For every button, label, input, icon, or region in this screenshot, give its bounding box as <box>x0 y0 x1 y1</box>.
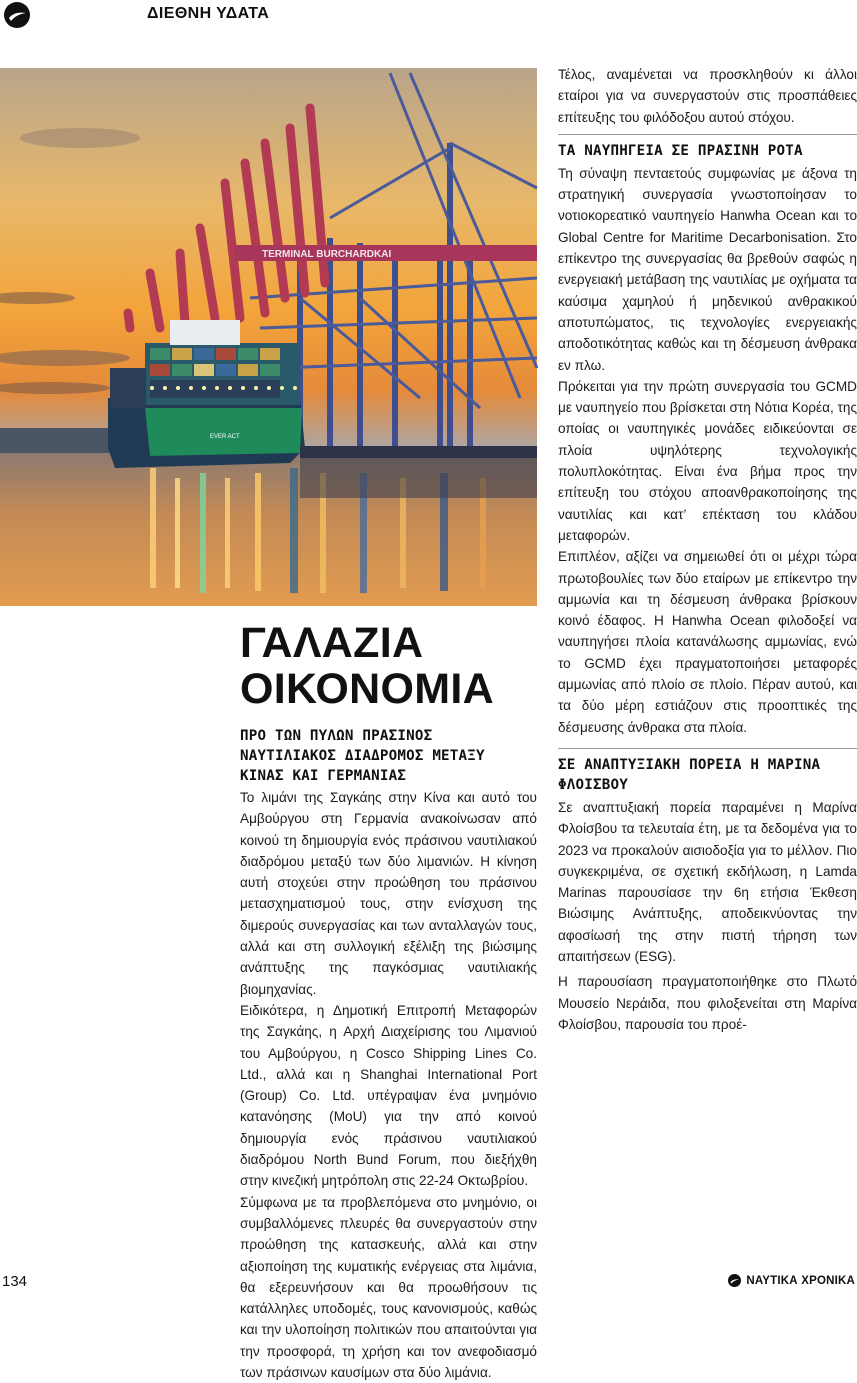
paragraph: Ειδικότερα, η Δημοτική Επιτροπή Μεταφορών της Σαγκάης, η Αρχή Διαχείρισης του Λιμανιού του Αμβούργου, η Cosco Shipping Lines Co. Ltd., αλλά και η Shanghai International Port (Group) Co. Ltd. υπέγραψαν ένα μνημόνιο κατανόησης (MoU) για την από κοινού δημιουργία ενός πράσινου ναυτιλιακού διαδρόμου North Bund Forum, που διεξήχθη στην κινεζική μητρόπολη στις 22-24 Οκτωβρίου. <box>240 1002 537 1189</box>
page-number: 134 <box>2 1273 28 1290</box>
paragraph: Το λιμάνι της Σαγκάης στην Κίνα και αυτό του Αμβούργου στη Γερμανία ανακοίνωσαν από κοινού τη δημιουργία ενός πράσινου ναυτιλιακού διαδρόμου μεταξύ των δύο λιμανιών. Η κίνηση αυτή στοχεύει στην προώθηση του πράσινου μετασχηματισμού τους, στην ενίσχυση της διμερούς συνεργασίας και των ανταλλαγών τους, αλλά και στη συλλογική εξέλιξη της βιώσιμης ανάπτυξης της παγκόσμιας ναυτιλιακής βιομηχανίας. <box>240 790 537 997</box>
left-column <box>240 726 537 1381</box>
footer-brand <box>728 1274 855 1287</box>
paragraph: Τέλος, αναμένεται να προσκληθούν κι άλλοι εταίροι για να συνεργαστούν στις προσπάθειες επίτευξης του φιλόδοξου αυτού στόχου. <box>558 67 857 125</box>
article-title-line2: ΟΙΚΟΝΟΜΙΑ <box>240 665 494 713</box>
terminal-sign-text: TERMINAL BURCHARDKAI <box>262 249 392 260</box>
swoosh-circle-icon <box>4 2 30 28</box>
paragraph: Σύμφωνα με τα προβλεπόμενα στο μνημόνιο, οι συμβαλλόμενες πλευρές θα συνεργαστούν στην προώθηση της κατασκευής, αλλά και στην αξιοποίηση της κυματικής ενέργειας στα λιμάνια, θα εξερευνήσουν και θα προωθήσουν τις κατάλληλες υποδομές, τους κανονισμούς, καθώς και την υλοποίηση πολιτικών που απαιτούνται για την προσφορά, τη χρήση και τον ανεφοδιασμό των πράσινων καυσίμων στα δύο λιμάνια. <box>240 1194 537 1381</box>
article-title-line1: ΓΑΛΑΖΙΑ <box>240 619 424 667</box>
section-block <box>558 748 857 1035</box>
port-photo <box>0 68 537 606</box>
paragraph: Επιπλέον, αξίζει να σημειωθεί ότι οι μέχρι τώρα πρωτοβουλίες των δύο εταίρων με επίκεντρο την αμμωνία και τη δέσμευση άνθρακα βρίσκουν κοινό έδαφος. Η Hanwha Ocean φιλοδοξεί να ναυπηγήσει πλοία κατανάλωσης αμμωνίας, ενώ το GCMD έχει πραγματοποιήσει μεταφορές αμμωνίας από πλοίο σε πλοίο. Πέραν αυτού, και τα δύο μέρη εστιάζουν στις προοπτικές της δέσμευσης άνθρακα στα πλοία. <box>558 549 857 735</box>
paragraph: Τη σύναψη πενταετούς συμφωνίας με άξονα τη στρατηγική συνεργασία γνωστοποίησαν το νοτιοκορεατικό ναυπηγείο Hanwha Ocean και το Global Centre for Maritime Decarbonisation. Στο επίκεντρο της συνεργασίας θα βρεθούν σαφώς η ενεργειακή μετάβαση της ναυτιλίας με οχήματα τα καύσιμα χαμηλού ή μηδενικού ανθρακικού αποτυπώματος, τις τεχνολογίες ενεργειακής αποδοτικότητας καθώς και τη δέσμευση άνθρακα εν πλω. <box>558 165 857 373</box>
brand-logo-icon <box>728 1274 741 1287</box>
brand-name: ΝΑΥΤΙΚΑ ΧΡΟΝΙΚΑ <box>746 1274 855 1287</box>
article-title <box>240 620 540 712</box>
paragraph: Η παρουσίαση πραγματοποιήθηκε στο Πλωτό Μουσείο Νεράιδα, που φιλοξενείται στη Μαρίνα Φλοίσβου, παρουσία του προέ- <box>558 974 857 1032</box>
paragraph: Πρόκειται για την πρώτη συνεργασία του GCMD με ναυπηγείο που βρίσκεται στη Νότια Κορέα, της οποίας οι ναυπηγικές μονάδες ειδικεύονται σε πλοία υψηλότερης τεχνολογικής πολυπλοκότητας. Είναι ένα βήμα προς την επίτευξη του στόχου αποανθρακοποίησης της ναυτιλίας και κατ’ επέκταση του κλάδου μεταφορών. <box>558 378 857 543</box>
ship-name-text: EVER ACT <box>210 434 240 440</box>
section-heading: ΠΡΟ ΤΩΝ ΠΥΛΩΝ ΠΡΑΣΙΝΟΣ ΝΑΥΤΙΛΙΑΚΟΣ ΔΙΑΔΡΟΜΟΣ ΜΕΤΑΞΥ ΚΙΝΑΣ ΚΑΙ ΓΕΡΜΑΝΙΑΣ <box>240 728 485 784</box>
section-block <box>558 134 857 738</box>
section-title: ΔΙΕΘΝΗ ΥΔΑΤΑ <box>147 5 270 22</box>
section-heading: ΤΑ ΝΑΥΠΗΓΕΙΑ ΣΕ ΠΡΑΣΙΝΗ ΡΟΤΑ <box>558 142 803 159</box>
paragraph: Σε αναπτυξιακή πορεία παραμένει η Μαρίνα Φλοίσβου τα τελευταία έτη, με τα δεδομένα για το 2023 να προκαλούν αισιοδοξία για το μέλλον. Πιο συγκεκριμένα, σε σχετική εκδήλωση, η Lamda Marinas παρουσίασε την 6η ετήσια Έκθεση Βιώσιμης Ανάπτυξης, αποδεικνύοντας την αφοσίωσή της στην πιστή τήρηση των απαιτήσεων (ESG). <box>558 799 857 964</box>
right-column <box>558 64 857 1035</box>
section-heading: ΣΕ ΑΝΑΠΤΥΞΙΑΚΗ ΠΟΡΕΙΑ Η ΜΑΡΙΝΑ ΦΛΟΙΣΒΟΥ <box>558 756 821 793</box>
